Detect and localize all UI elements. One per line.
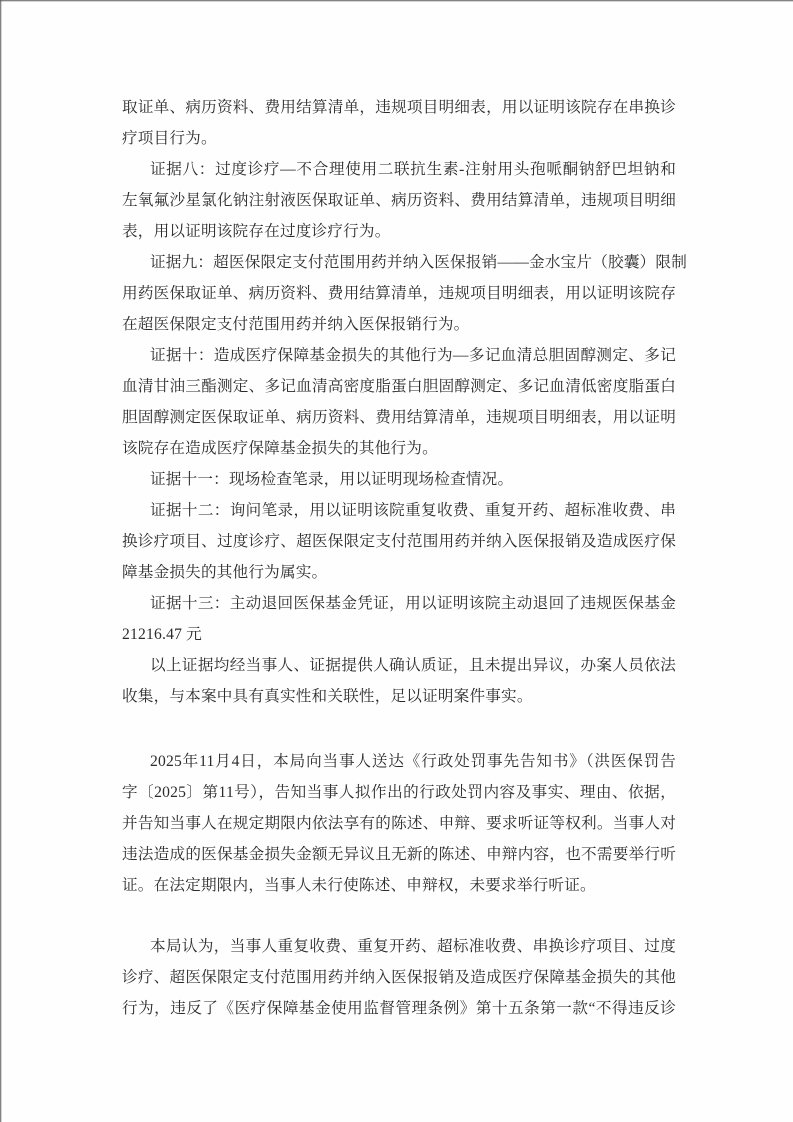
document-line: 诊疗、超医保限定支付范围用药并纳入医保报销及造成医疗保障基金损失的其他 [122,969,676,986]
document-line: 21216.47 元 [122,626,202,643]
document-line: 证据十三：主动退回医保基金凭证，用以证明该院主动退回了违规医保基金 [150,595,676,612]
document-line: 本局认为，当事人重复收费、重复开药、超标准收费、串换诊疗项目、过度 [150,938,676,955]
document-line: 并告知当事人在规定期限内依法享有的陈述、申辩、要求听证等权利。当事人对 [122,815,676,832]
document-line: 证据十二：询问笔录，用以证明该院重复收费、重复开药、超标准收费、串 [150,502,676,519]
document-line: 2025年11月4日，本局向当事人送达《行政处罚事先告知书》（洪医保罚告 [150,753,676,770]
document-line: 证。在法定期限内，当事人未行使陈述、申辩权，未要求举行听证。 [122,877,596,894]
document-line: 在超医保限定支付范围用药并纳入医保报销行为。 [122,316,470,333]
text-column [122,92,687,1024]
document-line: 字〔2025〕第11号），告知当事人拟作出的行政处罚内容及事实、理由、依据， [122,784,676,801]
document-line: 证据十：造成医疗保障基金损失的其他行为—多记血清总胆固醇测定、多记 [150,347,676,364]
document-line: 障基金损失的其他行为属实。 [122,564,328,581]
prior-notice-paragraph [122,746,676,901]
document-line: 证据九：超医保限定支付范围用药并纳入医保报销——金水宝片（胶囊）限制 [150,254,687,271]
document-line: 疗项目行为。 [122,130,217,147]
document-line: 违法造成的医保基金损失金额无异议且无新的陈述、申辩内容，也不需要举行听 [122,846,676,863]
evidence-section [122,92,687,712]
document-line: 取证单、病历资料、费用结算清单，违规项目明细表，用以证明该院存在串换诊 [122,99,676,116]
scan-edge-top-shadow [0,0,793,2]
bureau-finding-paragraph [122,931,676,1024]
document-line: 收集，与本案中具有真实性和关联性，足以证明案件事实。 [122,688,533,705]
document-line: 用药医保取证单、病历资料、费用结算清单，违规项目明细表，用以证明该院存 [122,285,676,302]
document-line: 左氧氟沙星氯化钠注射液医保取证单、病历资料、费用结算清单，违规项目明细 [122,192,676,209]
document-line: 以上证据均经当事人、证据提供人确认质证，且未提出异议，办案人员依法 [150,657,676,674]
document-line: 行为，违反了《医疗保障基金使用监督管理条例》第十五条第一款“不得违反诊 [122,1000,676,1017]
scan-edge-left-shadow [0,0,2,1122]
document-line: 表，用以证明该院存在过度诊疗行为。 [122,223,391,240]
document-line: 胆固醇测定医保取证单、病历资料、费用结算清单，违规项目明细表，用以证明 [122,409,676,426]
document-line: 证据八：过度诊疗—不合理使用二联抗生素-注射用头孢哌酮钠舒巴坦钠和 [150,161,676,178]
document-line: 换诊疗项目、过度诊疗、超医保限定支付范围用药并纳入医保报销及造成医疗保 [122,533,676,550]
document-line: 该院存在造成医疗保障基金损失的其他行为。 [122,440,438,457]
document-line: 证据十一：现场检查笔录，用以证明现场检查情况。 [150,471,514,488]
document-line: 血清甘油三酯测定、多记血清高密度脂蛋白胆固醇测定、多记血清低密度脂蛋白 [122,378,676,395]
